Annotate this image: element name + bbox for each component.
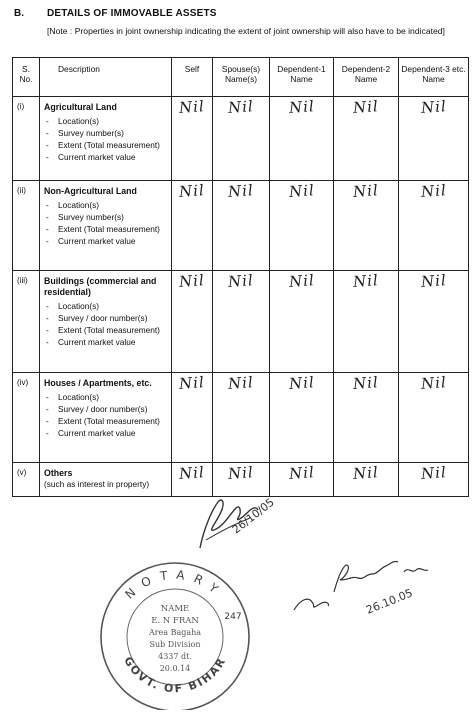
list-item: - Survey / door number(s) xyxy=(44,404,169,414)
value-spouse: Nil xyxy=(227,463,255,483)
row-description xyxy=(40,463,172,497)
list-item: - Current market value xyxy=(44,152,169,162)
header-self: Self xyxy=(172,58,213,97)
list-item: - Survey number(s) xyxy=(44,128,169,138)
value-dependent-3: Nil xyxy=(420,181,447,201)
stamp-top-text: NOTARY xyxy=(122,567,228,602)
deponent-signature-date: 26.10.05 xyxy=(364,586,415,617)
list-item: - Extent (Total measurement) xyxy=(44,224,169,234)
value-dependent-3: Nil xyxy=(420,97,447,117)
list-item: - Extent (Total measurement) xyxy=(44,325,169,335)
row-description xyxy=(40,271,172,373)
value-dependent-1: Nil xyxy=(288,97,315,117)
value-self: Nil xyxy=(178,271,206,291)
row-sno: (i) xyxy=(13,97,40,181)
stamp-line: NAME xyxy=(160,604,190,614)
stamp-line: 20.0.14 xyxy=(159,664,191,673)
list-item: - Survey number(s) xyxy=(44,212,169,222)
stamp-line: Sub Division xyxy=(149,640,201,649)
section-letter: B. xyxy=(14,8,24,19)
notary-signature xyxy=(190,488,280,558)
row-sno: (iii) xyxy=(13,271,40,373)
row-sno: (ii) xyxy=(13,181,40,271)
table-header-row xyxy=(13,58,469,97)
row-description xyxy=(40,97,172,181)
list-item: - Current market value xyxy=(44,236,169,246)
header-dependent-2: Dependent-2 Name xyxy=(334,58,399,97)
section-title: DETAILS OF IMMOVABLE ASSETS xyxy=(47,8,217,19)
list-item: - Survey / door number(s) xyxy=(44,313,169,323)
list-item: - Current market value xyxy=(44,337,169,347)
value-dependent-2: Nil xyxy=(352,373,380,393)
row-title: Non-Agricultural Land xyxy=(44,186,137,196)
table-row xyxy=(13,373,469,463)
stamp-bottom-text: GOVT. OF BIHAR xyxy=(121,654,229,696)
table-row xyxy=(13,97,469,181)
row-title: Houses / Apartments, etc. xyxy=(44,378,152,388)
list-item: - Location(s) xyxy=(44,301,169,311)
list-item: - Location(s) xyxy=(44,200,169,210)
value-dependent-1: Nil xyxy=(288,271,315,291)
header-spouse: Spouse(s) Name(s) xyxy=(213,58,270,97)
row-subtitle: (such as interest in property) xyxy=(44,479,150,489)
value-spouse: Nil xyxy=(227,373,255,393)
value-dependent-2: Nil xyxy=(352,463,380,483)
list-item: - Extent (Total measurement) xyxy=(44,140,169,150)
stamp-line: E. N FRAN xyxy=(151,616,199,626)
value-dependent-1: Nil xyxy=(288,373,315,393)
row-title: Buildings (commercial and residential) xyxy=(44,276,157,297)
value-self: Nil xyxy=(178,97,206,117)
row-title: Others xyxy=(44,468,73,478)
list-item: - Current market value xyxy=(44,428,169,438)
row-description xyxy=(40,373,172,463)
header-sno: S. No. xyxy=(13,58,40,97)
value-dependent-2: Nil xyxy=(352,271,380,291)
row-description xyxy=(40,181,172,271)
deponent-signature xyxy=(290,548,465,628)
value-spouse: Nil xyxy=(227,271,255,291)
row-sno: (iv) xyxy=(13,373,40,463)
row-sno: (v) xyxy=(13,463,40,497)
value-spouse: Nil xyxy=(227,181,255,201)
notary-signature-date: 26/10/05 xyxy=(229,495,277,537)
value-dependent-3: Nil xyxy=(420,463,447,483)
value-dependent-2: Nil xyxy=(352,181,380,201)
value-dependent-3: Nil xyxy=(420,373,447,393)
list-item: - Location(s) xyxy=(44,392,169,402)
stamp-line: 4337 dt. xyxy=(158,652,192,661)
header-description: Description xyxy=(40,58,172,97)
value-self: Nil xyxy=(178,181,206,201)
header-dependent-3: Dependent-3 etc. Name xyxy=(399,58,469,97)
list-item: - Extent (Total measurement) xyxy=(44,416,169,426)
table-row xyxy=(13,181,469,271)
header-dependent-1: Dependent-1 Name xyxy=(270,58,334,97)
immovable-assets-table xyxy=(12,57,469,497)
value-dependent-1: Nil xyxy=(288,181,315,201)
notary-stamp xyxy=(95,555,255,710)
stamp-number: 247 xyxy=(224,612,242,622)
section-note: [Note : Properties in joint ownership indicating the extent of joint ownership will also have to be indicated] xyxy=(47,26,445,36)
value-self: Nil xyxy=(178,373,206,393)
table-row xyxy=(13,271,469,373)
row-title: Agricultural Land xyxy=(44,102,117,112)
value-dependent-1: Nil xyxy=(288,463,315,483)
value-dependent-2: Nil xyxy=(352,97,380,117)
value-spouse: Nil xyxy=(227,97,255,117)
list-item: - Location(s) xyxy=(44,116,169,126)
value-self: Nil xyxy=(178,463,206,483)
value-dependent-3: Nil xyxy=(420,271,447,291)
stamp-line: Area Bagaha xyxy=(148,628,202,637)
